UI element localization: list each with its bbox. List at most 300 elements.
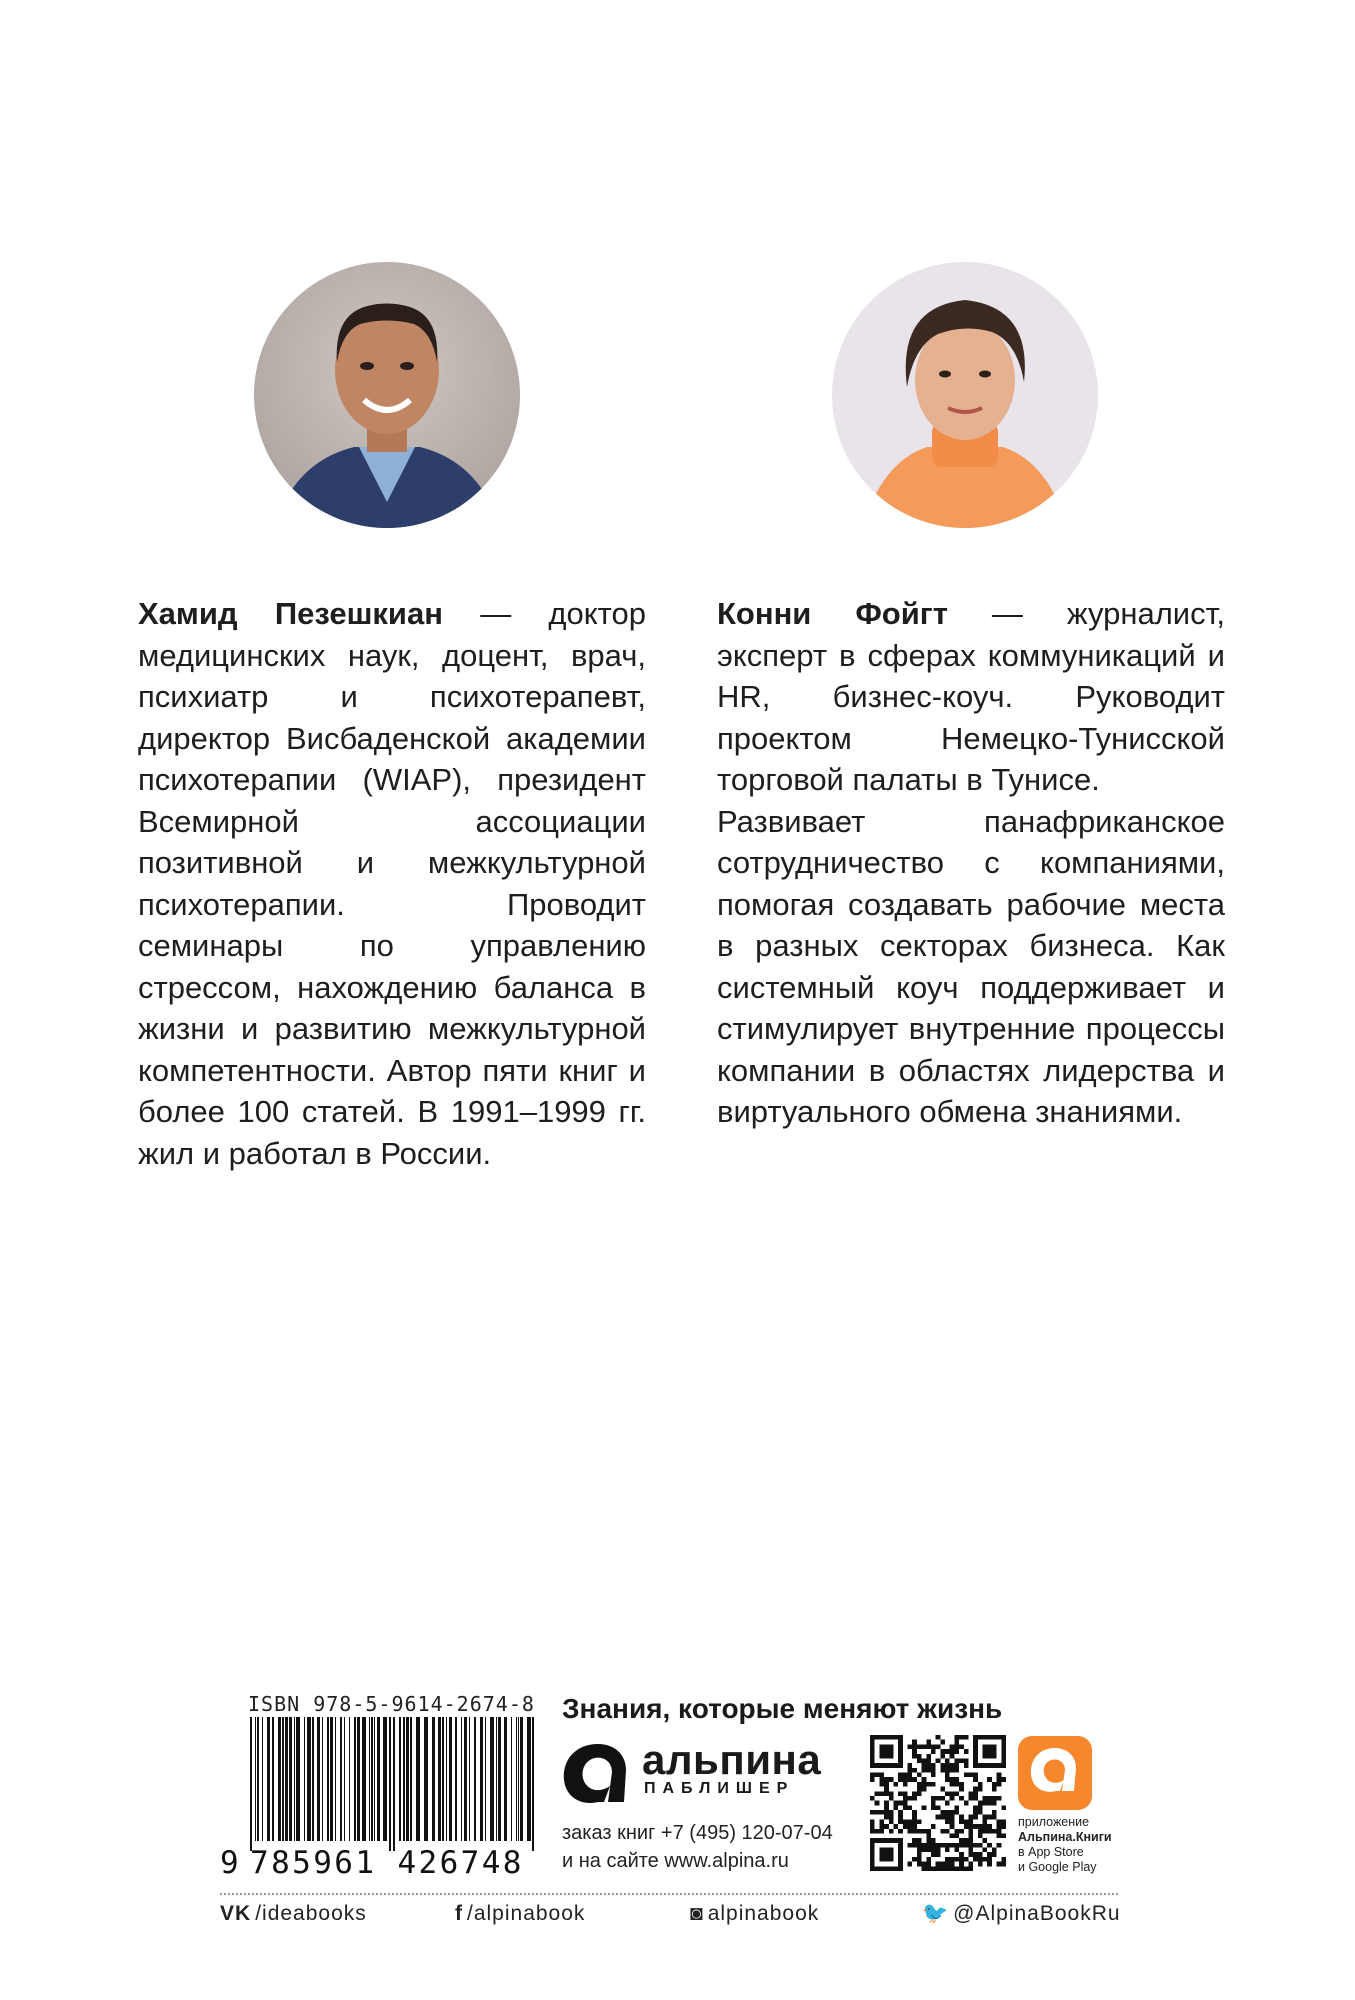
qr-module xyxy=(968,1852,973,1857)
qr-module xyxy=(908,1819,913,1824)
qr-module xyxy=(978,1833,983,1838)
publisher-subtitle: ПАБЛИШЕР xyxy=(644,1780,795,1797)
qr-module xyxy=(903,1801,908,1806)
qr-module xyxy=(940,1862,945,1867)
qr-module xyxy=(964,1749,969,1754)
qr-module xyxy=(945,1819,950,1824)
qr-module xyxy=(931,1796,936,1801)
qr-module xyxy=(912,1768,917,1773)
qr-module xyxy=(940,1754,945,1759)
footer-divider xyxy=(220,1893,1118,1895)
qr-module xyxy=(997,1773,1002,1778)
qr-module xyxy=(879,1810,884,1815)
qr-module xyxy=(959,1735,964,1740)
qr-module xyxy=(931,1773,936,1778)
barcode-bar xyxy=(532,1717,534,1851)
qr-module xyxy=(968,1833,973,1838)
qr-module xyxy=(884,1815,889,1820)
qr-module xyxy=(959,1758,964,1763)
qr-module xyxy=(945,1829,950,1834)
qr-module xyxy=(954,1749,959,1754)
barcode-bar xyxy=(527,1717,531,1841)
qr-module xyxy=(959,1838,964,1843)
qr-module xyxy=(908,1777,913,1782)
qr-module xyxy=(926,1866,931,1871)
qr-module xyxy=(926,1754,931,1759)
qr-module xyxy=(917,1829,922,1834)
qr-module xyxy=(917,1782,922,1787)
qr-module xyxy=(936,1744,941,1749)
qr-module xyxy=(870,1819,875,1824)
qr-module xyxy=(992,1782,997,1787)
barcode-bar xyxy=(393,1717,395,1851)
qr-module xyxy=(950,1768,955,1773)
qr-module xyxy=(940,1740,945,1745)
qr-module xyxy=(997,1819,1002,1824)
qr-module xyxy=(978,1805,983,1810)
barcode-bar xyxy=(317,1717,320,1841)
qr-module xyxy=(978,1843,983,1848)
qr-module xyxy=(964,1763,969,1768)
qr-module xyxy=(903,1796,908,1801)
qr-module xyxy=(992,1852,997,1857)
qr-module xyxy=(954,1857,959,1862)
qr-module xyxy=(893,1801,898,1806)
barcode-bar xyxy=(267,1717,270,1841)
qr-module xyxy=(978,1824,983,1829)
qr-module xyxy=(917,1862,922,1867)
qr-module xyxy=(973,1815,978,1820)
barcode-bar xyxy=(416,1717,420,1841)
qr-module xyxy=(936,1796,941,1801)
barcode-bar xyxy=(322,1717,323,1841)
barcode-bar xyxy=(518,1717,519,1841)
qr-module xyxy=(912,1829,917,1834)
qr-module xyxy=(945,1773,950,1778)
qr-module xyxy=(931,1866,936,1871)
qr-module xyxy=(950,1791,955,1796)
qr-module xyxy=(950,1796,955,1801)
qr-module xyxy=(898,1791,903,1796)
qr-module xyxy=(968,1866,973,1871)
qr-module xyxy=(950,1815,955,1820)
barcode-bar xyxy=(403,1717,405,1841)
social-facebook[interactable] xyxy=(455,1902,585,1926)
author-bio-pezeshkian xyxy=(138,593,646,1174)
qr-module xyxy=(903,1782,908,1787)
barcode-bar xyxy=(285,1717,288,1841)
qr-module xyxy=(931,1805,936,1810)
qr-module xyxy=(908,1796,913,1801)
qr-module xyxy=(964,1857,969,1862)
qr-module xyxy=(912,1824,917,1829)
qr-module xyxy=(940,1810,945,1815)
qr-module xyxy=(870,1777,875,1782)
qr-module xyxy=(950,1754,955,1759)
barcode-bar xyxy=(490,1717,494,1841)
qr-module xyxy=(950,1819,955,1824)
qr-module xyxy=(968,1848,973,1853)
qr-module xyxy=(954,1805,959,1810)
qr-module xyxy=(1001,1805,1006,1810)
barcode-bar xyxy=(469,1717,470,1841)
qr-module xyxy=(954,1843,959,1848)
qr-module xyxy=(954,1833,959,1838)
publisher-name: альпина xyxy=(642,1736,822,1783)
qr-module xyxy=(997,1833,1002,1838)
qr-module xyxy=(936,1805,941,1810)
qr-module xyxy=(940,1763,945,1768)
qr-module xyxy=(926,1838,931,1843)
barcode-bar xyxy=(480,1717,483,1841)
qr-module xyxy=(889,1815,894,1820)
qr-module xyxy=(908,1744,913,1749)
qr-module xyxy=(945,1777,950,1782)
barcode-bar xyxy=(504,1717,507,1841)
barcode-bar xyxy=(340,1717,342,1841)
qr-module xyxy=(912,1810,917,1815)
qr-module xyxy=(950,1857,955,1862)
qr-module xyxy=(978,1852,983,1857)
qr-module xyxy=(917,1838,922,1843)
qr-module xyxy=(959,1843,964,1848)
qr-module xyxy=(959,1862,964,1867)
qr-module xyxy=(889,1829,894,1834)
author-bio-voigt xyxy=(717,593,1225,1133)
qr-module xyxy=(898,1801,903,1806)
qr-module xyxy=(983,1829,988,1834)
qr-module xyxy=(954,1791,959,1796)
facebook-icon: f xyxy=(455,1902,463,1925)
qr-module xyxy=(926,1768,931,1773)
isbn-label: ISBN 978-5-9614-2674-8 xyxy=(248,1692,535,1716)
qr-module xyxy=(968,1773,973,1778)
qr-module xyxy=(922,1787,927,1792)
qr-module xyxy=(922,1843,927,1848)
qr-module xyxy=(870,1829,875,1834)
qr-module xyxy=(945,1801,950,1806)
social-twitter[interactable] xyxy=(922,1902,1121,1926)
qr-module xyxy=(926,1843,931,1848)
qr-module xyxy=(940,1749,945,1754)
qr-module xyxy=(950,1862,955,1867)
qr-module xyxy=(908,1862,913,1867)
qr-module xyxy=(983,1824,988,1829)
barcode-bar xyxy=(377,1717,380,1841)
qr-module xyxy=(917,1848,922,1853)
qr-module xyxy=(997,1782,1002,1787)
qr-module xyxy=(987,1796,992,1801)
qr-module xyxy=(917,1857,922,1862)
qr-module xyxy=(875,1801,880,1806)
qr-module xyxy=(959,1829,964,1834)
qr-module xyxy=(945,1791,950,1796)
qr-module xyxy=(954,1777,959,1782)
social-instagram[interactable] xyxy=(690,1902,819,1926)
qr-module xyxy=(926,1758,931,1763)
qr-module xyxy=(917,1773,922,1778)
qr-module xyxy=(945,1810,950,1815)
qr-module xyxy=(931,1763,936,1768)
qr-module xyxy=(945,1763,950,1768)
qr-module xyxy=(954,1735,959,1740)
qr-module xyxy=(964,1843,969,1848)
qr-module xyxy=(922,1862,927,1867)
qr-module xyxy=(898,1810,903,1815)
qr-module xyxy=(931,1768,936,1773)
qr-module xyxy=(987,1852,992,1857)
qr-module xyxy=(992,1829,997,1834)
qr-module xyxy=(912,1744,917,1749)
qr-module xyxy=(922,1768,927,1773)
qr-module xyxy=(968,1819,973,1824)
qr-module xyxy=(983,1838,988,1843)
qr-module xyxy=(987,1843,992,1848)
qr-module xyxy=(983,1801,988,1806)
qr-module xyxy=(1001,1862,1006,1867)
qr-module xyxy=(926,1763,931,1768)
qr-module xyxy=(898,1777,903,1782)
qr-module xyxy=(912,1777,917,1782)
qr-module xyxy=(973,1852,978,1857)
qr-module xyxy=(964,1824,969,1829)
qr-module xyxy=(964,1838,969,1843)
qr-module xyxy=(931,1852,936,1857)
qr-module xyxy=(936,1815,941,1820)
qr-module xyxy=(983,1819,988,1824)
barcode-bar xyxy=(474,1717,476,1841)
barcode-bar xyxy=(294,1717,295,1841)
barcode-bar xyxy=(327,1717,329,1841)
qr-module xyxy=(992,1848,997,1853)
qr-module xyxy=(898,1773,903,1778)
qr-module xyxy=(917,1843,922,1848)
qr-module xyxy=(922,1777,927,1782)
qr-module xyxy=(964,1735,969,1740)
qr-module xyxy=(870,1810,875,1815)
qr-module xyxy=(954,1810,959,1815)
barcode-bar xyxy=(516,1717,517,1841)
qr-module xyxy=(978,1787,983,1792)
qr-module xyxy=(973,1824,978,1829)
qr-module xyxy=(903,1819,908,1824)
qr-module xyxy=(908,1824,913,1829)
qr-module xyxy=(978,1801,983,1806)
qr-module xyxy=(889,1810,894,1815)
qr-module xyxy=(997,1796,1002,1801)
barcode-bar xyxy=(282,1717,284,1841)
qr-module xyxy=(922,1829,927,1834)
qr-module xyxy=(959,1787,964,1792)
qr-module xyxy=(987,1801,992,1806)
barcode-bar xyxy=(289,1717,292,1841)
qr-module xyxy=(870,1773,875,1778)
qr-module xyxy=(936,1848,941,1853)
qr-module xyxy=(898,1819,903,1824)
qr-module xyxy=(950,1810,955,1815)
qr-module xyxy=(968,1824,973,1829)
qr-module xyxy=(959,1815,964,1820)
qr-module xyxy=(987,1815,992,1820)
qr-module xyxy=(931,1838,936,1843)
qr-module xyxy=(964,1866,969,1871)
qr-module xyxy=(945,1862,950,1867)
barcode-bar xyxy=(383,1717,387,1841)
qr-module xyxy=(983,1796,988,1801)
social-vk[interactable] xyxy=(220,1902,367,1926)
barcode-bar xyxy=(296,1717,300,1841)
qr-module xyxy=(893,1782,898,1787)
qr-module xyxy=(978,1782,983,1787)
qr-module xyxy=(945,1857,950,1862)
qr-module xyxy=(884,1805,889,1810)
qr-module xyxy=(968,1796,973,1801)
qr-module xyxy=(940,1768,945,1773)
qr-module xyxy=(936,1862,941,1867)
barcode-bar xyxy=(446,1717,447,1841)
qr-module xyxy=(978,1857,983,1862)
qr-module xyxy=(931,1824,936,1829)
qr-module xyxy=(978,1862,983,1867)
barcode-bar xyxy=(335,1717,336,1841)
qr-module xyxy=(950,1833,955,1838)
barcode-bar xyxy=(485,1717,486,1841)
qr-module xyxy=(926,1833,931,1838)
qr-module xyxy=(992,1815,997,1820)
qr-module xyxy=(879,1773,884,1778)
qr-module xyxy=(926,1862,931,1867)
qr-module xyxy=(968,1843,973,1848)
instagram-icon: ◙ xyxy=(690,1902,704,1925)
qr-module xyxy=(936,1866,941,1871)
qr-module xyxy=(908,1843,913,1848)
qr-module xyxy=(936,1758,941,1763)
qr-module xyxy=(964,1758,969,1763)
barcode-bar xyxy=(272,1717,274,1841)
qr-module xyxy=(884,1810,889,1815)
qr-module xyxy=(954,1768,959,1773)
qr-module xyxy=(987,1829,992,1834)
barcode-bar xyxy=(449,1717,452,1841)
qr-module xyxy=(997,1862,1002,1867)
qr-module xyxy=(908,1829,913,1834)
qr-module xyxy=(922,1744,927,1749)
qr-module xyxy=(912,1796,917,1801)
qr-module xyxy=(987,1777,992,1782)
qr-module xyxy=(973,1810,978,1815)
qr-module xyxy=(912,1819,917,1824)
qr-module xyxy=(973,1777,978,1782)
qr-module xyxy=(983,1857,988,1862)
qr-module xyxy=(875,1791,880,1796)
qr-code xyxy=(870,1735,1006,1871)
qr-module xyxy=(997,1824,1002,1829)
qr-module xyxy=(945,1749,950,1754)
qr-module xyxy=(926,1740,931,1745)
qr-module xyxy=(922,1866,927,1871)
author-bio-text: — журналист, эксперт в сферах коммуникаций и HR, бизнес-коуч. Руководит проектом Немецко-Тунисской торговой палаты в Тунисе. xyxy=(717,596,1225,797)
qr-module xyxy=(922,1805,927,1810)
barcode-bar xyxy=(389,1717,391,1851)
qr-module xyxy=(884,1791,889,1796)
barcode-bar xyxy=(362,1717,366,1841)
qr-module xyxy=(926,1829,931,1834)
qr-module xyxy=(903,1805,908,1810)
qr-module xyxy=(903,1777,908,1782)
qr-module xyxy=(908,1805,913,1810)
barcode-bar xyxy=(455,1717,457,1841)
qr-module xyxy=(973,1857,978,1862)
qr-module xyxy=(987,1824,992,1829)
social-handle: @AlpinaBookRu xyxy=(953,1902,1121,1925)
qr-module xyxy=(912,1857,917,1862)
qr-module xyxy=(945,1758,950,1763)
social-handle: alpinabook xyxy=(707,1902,820,1925)
order-phone: заказ книг +7 (495) 120-07-04 xyxy=(562,1822,833,1844)
qr-module xyxy=(964,1773,969,1778)
qr-module xyxy=(954,1758,959,1763)
qr-module xyxy=(973,1787,978,1792)
qr-module xyxy=(978,1810,983,1815)
order-website: и на сайте www.alpina.ru xyxy=(562,1850,789,1872)
barcode-bar xyxy=(307,1717,311,1841)
qr-module xyxy=(912,1754,917,1759)
qr-module xyxy=(954,1782,959,1787)
qr-module xyxy=(922,1782,927,1787)
qr-module xyxy=(931,1848,936,1853)
qr-module xyxy=(1001,1777,1006,1782)
barcode-bar xyxy=(312,1717,314,1841)
barcode-bar xyxy=(464,1717,467,1841)
qr-module xyxy=(1001,1824,1006,1829)
barcode-bar xyxy=(344,1717,345,1841)
app-caption-line: приложение xyxy=(1018,1815,1090,1829)
qr-module xyxy=(992,1801,997,1806)
barcode-bar xyxy=(511,1717,512,1841)
author-name: Конни Фойгт xyxy=(717,596,948,631)
qr-module xyxy=(884,1777,889,1782)
qr-module xyxy=(879,1829,884,1834)
qr-module xyxy=(912,1815,917,1820)
qr-module xyxy=(889,1777,894,1782)
qr-module xyxy=(870,1824,875,1829)
qr-module xyxy=(968,1862,973,1867)
barcode-bar xyxy=(369,1717,370,1841)
qr-module xyxy=(884,1782,889,1787)
qr-module xyxy=(978,1829,983,1834)
qr-module xyxy=(992,1810,997,1815)
qr-module xyxy=(950,1782,955,1787)
qr-module xyxy=(945,1815,950,1820)
qr-module xyxy=(954,1744,959,1749)
qr-module xyxy=(893,1805,898,1810)
qr-module xyxy=(875,1773,880,1778)
qr-module xyxy=(922,1763,927,1768)
qr-module xyxy=(987,1857,992,1862)
qr-module xyxy=(893,1824,898,1829)
qr-module xyxy=(959,1782,964,1787)
qr-module xyxy=(997,1843,1002,1848)
qr-module xyxy=(912,1838,917,1843)
qr-module xyxy=(908,1773,913,1778)
qr-module xyxy=(922,1758,927,1763)
qr-module xyxy=(940,1829,945,1834)
qr-module xyxy=(931,1744,936,1749)
barcode-bar xyxy=(438,1717,441,1841)
author-photo-voigt xyxy=(832,262,1098,528)
qr-module xyxy=(917,1744,922,1749)
qr-module xyxy=(917,1754,922,1759)
